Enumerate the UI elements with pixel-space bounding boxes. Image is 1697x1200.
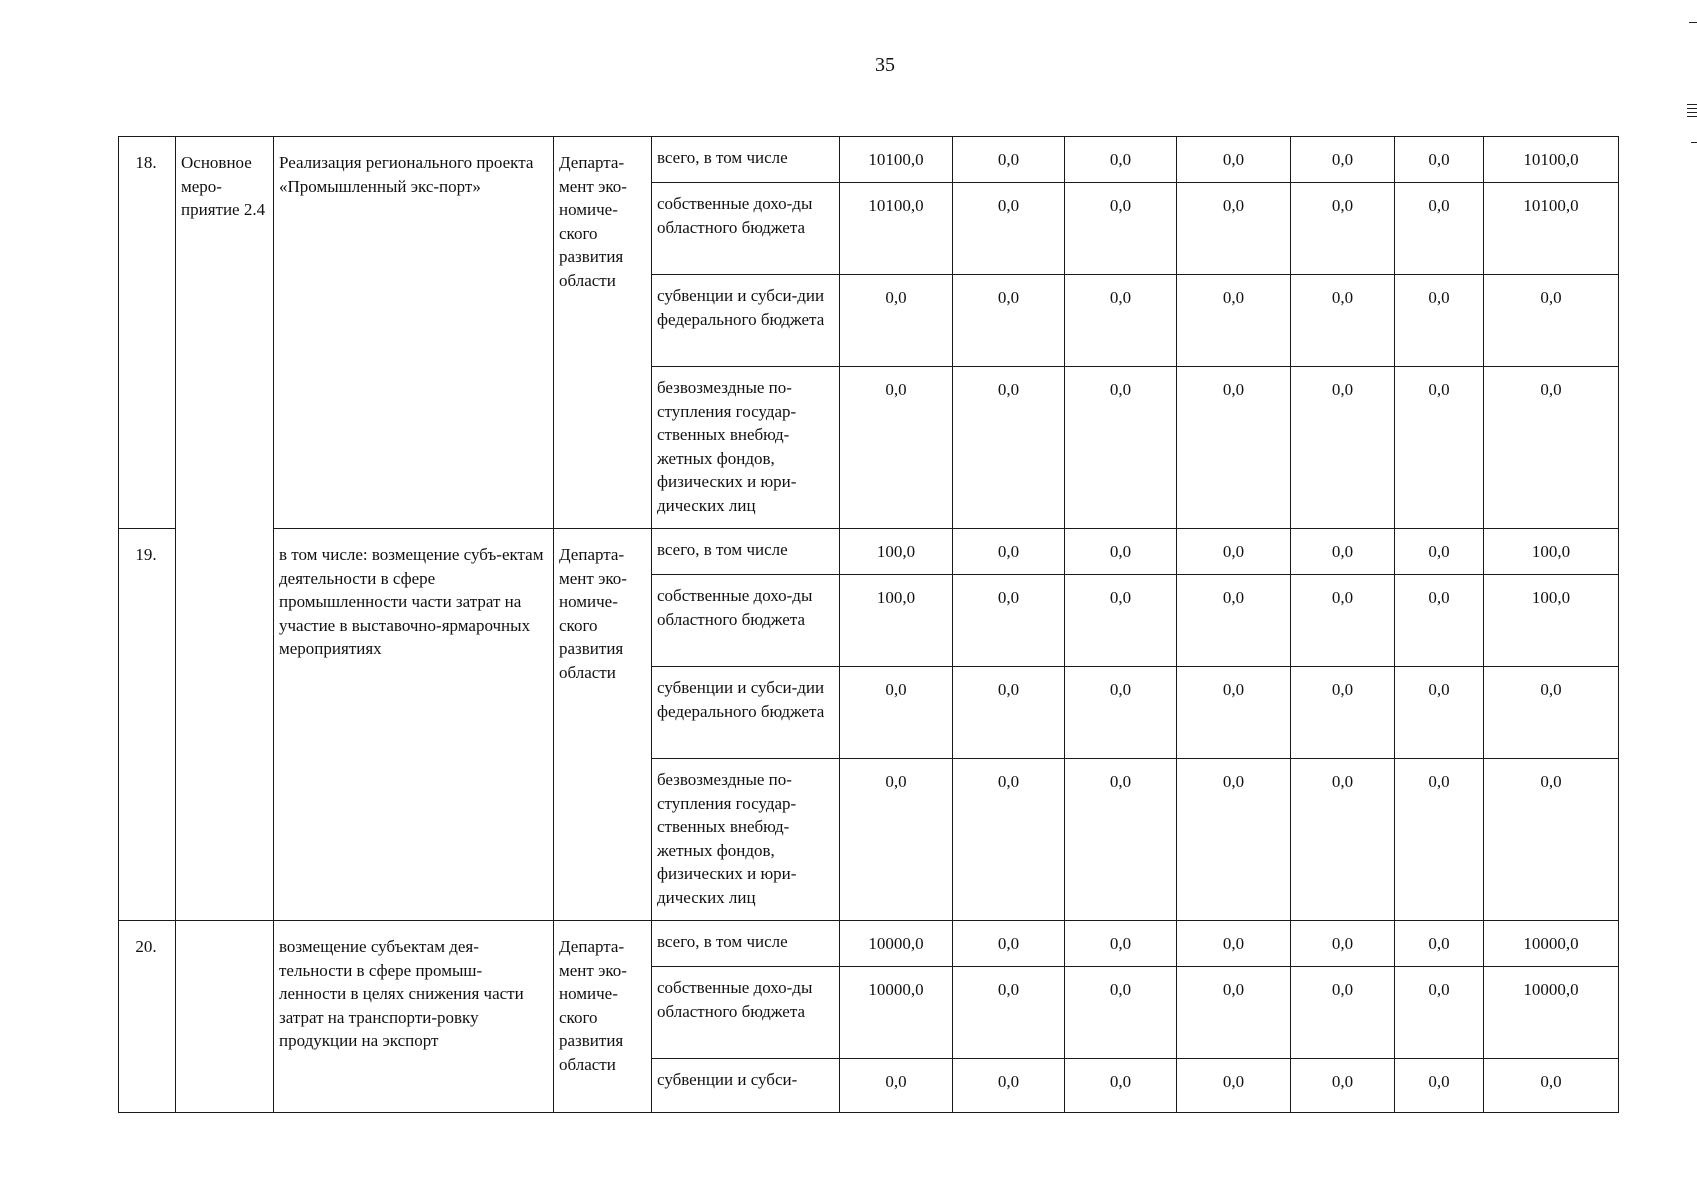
- amount-cell: 0,0: [1395, 183, 1484, 275]
- amount-cell: 0,0: [1291, 183, 1395, 275]
- funding-source-cell: собственные дохо-ды областного бюджета: [652, 183, 840, 275]
- funding-source-cell: безвозмездные по-ступления государ-ственных внебюд-жетных фондов, физических и юри-дических лиц: [652, 367, 840, 529]
- page-number: 35: [875, 54, 895, 76]
- scan-edge-marks: [1687, 0, 1697, 150]
- amount-cell: 10100,0: [840, 183, 953, 275]
- funding-source-cell: всего, в том числе: [652, 529, 840, 575]
- executor-cell: Департа-мент эко-номиче-ского развития области: [554, 137, 652, 529]
- measure-type-cell: [176, 921, 274, 1113]
- amount-cell: 0,0: [1291, 529, 1395, 575]
- amount-cell: 0,0: [953, 759, 1065, 921]
- measure-type-cell: Основное меро-приятие 2.4: [176, 137, 274, 921]
- amount-cell: 0,0: [1291, 367, 1395, 529]
- amount-cell: 0,0: [1484, 759, 1619, 921]
- funding-source-cell: субвенции и субси-дии федерального бюджета: [652, 275, 840, 367]
- amount-cell: 0,0: [1291, 275, 1395, 367]
- amount-cell: 0,0: [1177, 575, 1291, 667]
- amount-cell: 0,0: [1291, 921, 1395, 967]
- amount-cell: 0,0: [1065, 529, 1177, 575]
- row-number-cell: 18.: [119, 137, 176, 529]
- amount-cell: 0,0: [1177, 275, 1291, 367]
- amount-cell: 10000,0: [1484, 921, 1619, 967]
- amount-cell: 0,0: [1291, 759, 1395, 921]
- amount-cell: 100,0: [1484, 529, 1619, 575]
- amount-cell: 0,0: [1291, 137, 1395, 183]
- amount-cell: 0,0: [840, 367, 953, 529]
- amount-cell: 0,0: [1177, 967, 1291, 1059]
- funding-source-cell: всего, в том числе: [652, 137, 840, 183]
- amount-cell: 0,0: [1291, 575, 1395, 667]
- amount-cell: 0,0: [1395, 529, 1484, 575]
- funding-source-cell: субвенции и субси-: [652, 1059, 840, 1113]
- amount-cell: 0,0: [1065, 183, 1177, 275]
- row-number-cell: 20.: [119, 921, 176, 1113]
- amount-cell: 0,0: [840, 1059, 953, 1113]
- amount-cell: 0,0: [1065, 921, 1177, 967]
- executor-cell: Департа-мент эко-номиче-ского развития области: [554, 921, 652, 1113]
- amount-cell: 0,0: [1395, 967, 1484, 1059]
- funding-source-cell: собственные дохо-ды областного бюджета: [652, 575, 840, 667]
- amount-cell: 0,0: [840, 667, 953, 759]
- funding-source-cell: всего, в том числе: [652, 921, 840, 967]
- amount-cell: 10000,0: [840, 967, 953, 1059]
- amount-cell: 0,0: [1177, 137, 1291, 183]
- amount-cell: 0,0: [953, 529, 1065, 575]
- amount-cell: 0,0: [1065, 967, 1177, 1059]
- amount-cell: 0,0: [1177, 183, 1291, 275]
- amount-cell: 0,0: [1065, 1059, 1177, 1113]
- amount-cell: 0,0: [953, 1059, 1065, 1113]
- amount-cell: 100,0: [840, 529, 953, 575]
- amount-cell: 100,0: [840, 575, 953, 667]
- amount-cell: 0,0: [1395, 575, 1484, 667]
- amount-cell: 0,0: [1291, 667, 1395, 759]
- amount-cell: 0,0: [1395, 667, 1484, 759]
- amount-cell: 0,0: [1395, 137, 1484, 183]
- table-row: [119, 137, 1619, 183]
- amount-cell: 0,0: [840, 275, 953, 367]
- amount-cell: 10000,0: [840, 921, 953, 967]
- amount-cell: 0,0: [953, 275, 1065, 367]
- amount-cell: 0,0: [1291, 1059, 1395, 1113]
- amount-cell: 0,0: [1484, 1059, 1619, 1113]
- amount-cell: 0,0: [1065, 367, 1177, 529]
- amount-cell: 0,0: [953, 367, 1065, 529]
- amount-cell: 100,0: [1484, 575, 1619, 667]
- amount-cell: 0,0: [953, 137, 1065, 183]
- amount-cell: 0,0: [1177, 759, 1291, 921]
- amount-cell: 0,0: [1395, 1059, 1484, 1113]
- amount-cell: 0,0: [840, 759, 953, 921]
- amount-cell: 0,0: [953, 667, 1065, 759]
- row-number-cell: 19.: [119, 529, 176, 921]
- amount-cell: 0,0: [1177, 1059, 1291, 1113]
- amount-cell: 0,0: [1065, 137, 1177, 183]
- amount-cell: 0,0: [1395, 921, 1484, 967]
- amount-cell: 0,0: [1065, 575, 1177, 667]
- amount-cell: 0,0: [1484, 367, 1619, 529]
- measure-name-cell: возмещение субъектам дея-тельности в сфере промыш-ленности в целях снижения части затрат на транспорти-ровку продукции на экспорт: [274, 921, 554, 1113]
- amount-cell: 0,0: [1484, 275, 1619, 367]
- amount-cell: 0,0: [1177, 529, 1291, 575]
- amount-cell: 0,0: [953, 921, 1065, 967]
- amount-cell: 0,0: [953, 575, 1065, 667]
- amount-cell: 0,0: [1395, 275, 1484, 367]
- amount-cell: 0,0: [1395, 367, 1484, 529]
- amount-cell: 0,0: [1065, 275, 1177, 367]
- amount-cell: 0,0: [1177, 667, 1291, 759]
- amount-cell: 0,0: [1291, 967, 1395, 1059]
- executor-cell: Департа-мент эко-номиче-ского развития области: [554, 529, 652, 921]
- amount-cell: 10000,0: [1484, 967, 1619, 1059]
- amount-cell: 0,0: [1065, 667, 1177, 759]
- amount-cell: 0,0: [1395, 759, 1484, 921]
- amount-cell: 10100,0: [1484, 183, 1619, 275]
- amount-cell: 0,0: [1177, 367, 1291, 529]
- table-row: [119, 529, 1619, 575]
- amount-cell: 10100,0: [1484, 137, 1619, 183]
- amount-cell: 0,0: [1484, 667, 1619, 759]
- measure-name-cell: Реализация регионального проекта «Промышленный экс-порт»: [274, 137, 554, 529]
- amount-cell: 0,0: [953, 183, 1065, 275]
- amount-cell: 0,0: [1177, 921, 1291, 967]
- amount-cell: 10100,0: [840, 137, 953, 183]
- measure-name-cell: в том числе: возмещение субъ-ектам деятельности в сфере промышленности части затрат на участие в выставочно-ярмарочных мероприятиях: [274, 529, 554, 921]
- table-row: [119, 921, 1619, 967]
- funding-source-cell: собственные дохо-ды областного бюджета: [652, 967, 840, 1059]
- amount-cell: 0,0: [1065, 759, 1177, 921]
- budget-table: [118, 136, 1619, 1113]
- funding-source-cell: субвенции и субси-дии федерального бюджета: [652, 667, 840, 759]
- amount-cell: 0,0: [953, 967, 1065, 1059]
- funding-source-cell: безвозмездные по-ступления государ-ственных внебюд-жетных фондов, физических и юри-дических лиц: [652, 759, 840, 921]
